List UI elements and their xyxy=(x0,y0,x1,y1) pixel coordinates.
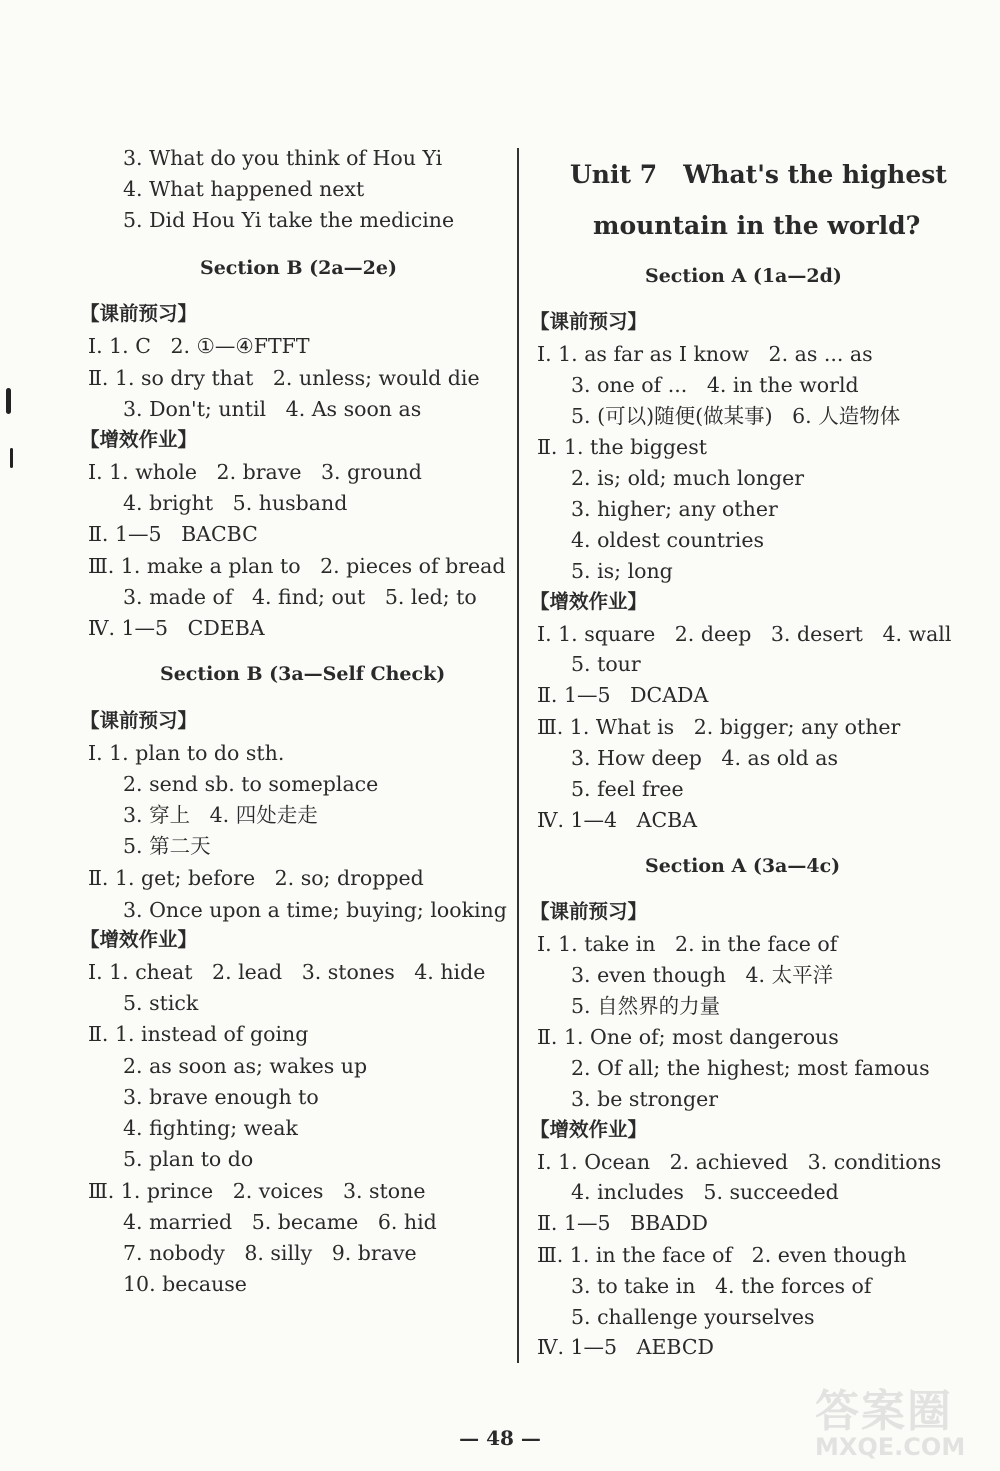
answer-line: Ⅳ. 1—5 AEBCD xyxy=(537,1335,714,1359)
answer-line: Ⅳ. 1—5 CDEBA xyxy=(88,616,265,640)
preview-heading: 【课前预习】 xyxy=(530,900,648,923)
answer-line: 3. one of ... 4. in the world xyxy=(571,373,859,397)
unit-title: Unit 7 What's the highest xyxy=(570,160,947,189)
watermark-url: MXQE.COM xyxy=(815,1433,966,1461)
answer-line: 4. married 5. became 6. hid xyxy=(123,1210,437,1234)
answer-line: 5. is; long xyxy=(571,559,673,583)
answer-line: Ⅱ. 1. the biggest xyxy=(537,435,707,459)
watermark xyxy=(815,1375,990,1465)
section-title: Section B (2a—2e) xyxy=(200,257,397,279)
answer-line: 3. be stronger xyxy=(571,1087,719,1111)
answer-line: 5. (可以)随便(做某事) 6. 人造物体 xyxy=(571,404,901,428)
answer-line: 4. What happened next xyxy=(123,177,365,201)
answer-line: 3. Once upon a time; buying; looking xyxy=(123,898,507,922)
answer-line: 3. even though 4. 太平洋 xyxy=(571,963,834,987)
answer-line: Ⅱ. 1—5 BBADD xyxy=(537,1211,708,1235)
answer-line: 3. What do you think of Hou Yi xyxy=(123,146,443,170)
answer-line: Ⅰ. 1. plan to do sth. xyxy=(88,741,285,765)
answer-line: Ⅲ. 1. in the face of 2. even though xyxy=(537,1243,907,1267)
answer-line: 5. challenge yourselves xyxy=(571,1305,815,1329)
page-number: — 48 — xyxy=(459,1426,541,1450)
answer-line: 5. Did Hou Yi take the medicine xyxy=(123,208,455,232)
answer-line: 5. tour xyxy=(571,652,641,676)
answer-line: 2. send sb. to someplace xyxy=(123,772,379,796)
answer-line: Ⅲ. 1. make a plan to 2. pieces of bread xyxy=(88,554,506,578)
answer-line: 2. as soon as; wakes up xyxy=(123,1054,368,1078)
answer-line: Ⅰ. 1. take in 2. in the face of xyxy=(537,932,838,956)
answer-line: 3. made of 4. find; out 5. led; to xyxy=(123,585,477,609)
answer-line: 2. is; old; much longer xyxy=(571,466,805,490)
homework-heading: 【增效作业】 xyxy=(80,928,198,951)
section-title: Section A (1a—2d) xyxy=(645,265,842,287)
answer-line: Ⅲ. 1. prince 2. voices 3. stone xyxy=(88,1179,426,1203)
answer-line: 5. 第二天 xyxy=(123,834,211,858)
unit-title: mountain in the world? xyxy=(593,211,921,240)
answer-line: 4. bright 5. husband xyxy=(123,491,348,515)
answer-line: Ⅱ. 1. get; before 2. so; dropped xyxy=(88,866,424,890)
answer-line: Ⅲ. 1. What is 2. bigger; any other xyxy=(537,715,901,739)
answer-line: 3. higher; any other xyxy=(571,497,778,521)
answer-line: 4. includes 5. succeeded xyxy=(571,1180,839,1204)
answer-line: Ⅱ. 1—5 DCADA xyxy=(537,683,709,707)
homework-heading: 【增效作业】 xyxy=(530,1118,648,1141)
answer-line: Ⅱ. 1. so dry that 2. unless; would die xyxy=(88,366,480,390)
answer-line: Ⅱ. 1—5 BACBC xyxy=(88,522,258,546)
answer-line: 5. feel free xyxy=(571,777,684,801)
answer-line: 10. because xyxy=(123,1272,247,1296)
answer-line: 4. oldest countries xyxy=(571,528,764,552)
answer-line: 5. 自然界的力量 xyxy=(571,994,721,1018)
answer-line: 3. Don't; until 4. As soon as xyxy=(123,397,422,421)
watermark-logo: 答案圈 xyxy=(815,1386,953,1437)
answer-line: Ⅱ. 1. One of; most dangerous xyxy=(537,1025,839,1049)
answer-line: 3. brave enough to xyxy=(123,1085,319,1109)
answer-line: 7. nobody 8. silly 9. brave xyxy=(123,1241,417,1265)
answer-line: 5. plan to do xyxy=(123,1147,254,1171)
section-title: Section B (3a—Self Check) xyxy=(160,663,446,685)
answer-line: Ⅳ. 1—4 ACBA xyxy=(537,808,698,832)
preview-heading: 【课前预习】 xyxy=(80,709,198,732)
answer-line: Ⅰ. 1. cheat 2. lead 3. stones 4. hide xyxy=(88,960,486,984)
answer-line: Ⅰ. 1. whole 2. brave 3. ground xyxy=(88,460,422,484)
homework-heading: 【增效作业】 xyxy=(80,428,198,451)
homework-heading: 【增效作业】 xyxy=(530,590,648,613)
answer-line: 5. stick xyxy=(123,991,199,1015)
scan-mark xyxy=(10,448,13,468)
answer-line: Ⅰ. 1. C 2. ①—④FTFT xyxy=(88,334,310,358)
answer-line: Ⅰ. 1. Ocean 2. achieved 3. conditions xyxy=(537,1150,942,1174)
answer-line: 2. Of all; the highest; most famous xyxy=(571,1056,930,1080)
answer-line: Ⅰ. 1. square 2. deep 3. desert 4. wall xyxy=(537,622,952,646)
preview-heading: 【课前预习】 xyxy=(80,302,198,325)
answer-line: Ⅱ. 1. instead of going xyxy=(88,1022,309,1046)
scan-mark xyxy=(6,388,11,414)
answer-line: 3. How deep 4. as old as xyxy=(571,746,839,770)
column-divider xyxy=(517,148,519,1363)
answer-line: 3. to take in 4. the forces of xyxy=(571,1274,872,1298)
answer-line: 4. fighting; weak xyxy=(123,1116,298,1140)
preview-heading: 【课前预习】 xyxy=(530,310,648,333)
answer-line: 3. 穿上 4. 四处走走 xyxy=(123,803,318,827)
answer-line: Ⅰ. 1. as far as I know 2. as ... as xyxy=(537,342,873,366)
section-title: Section A (3a—4c) xyxy=(645,855,841,877)
